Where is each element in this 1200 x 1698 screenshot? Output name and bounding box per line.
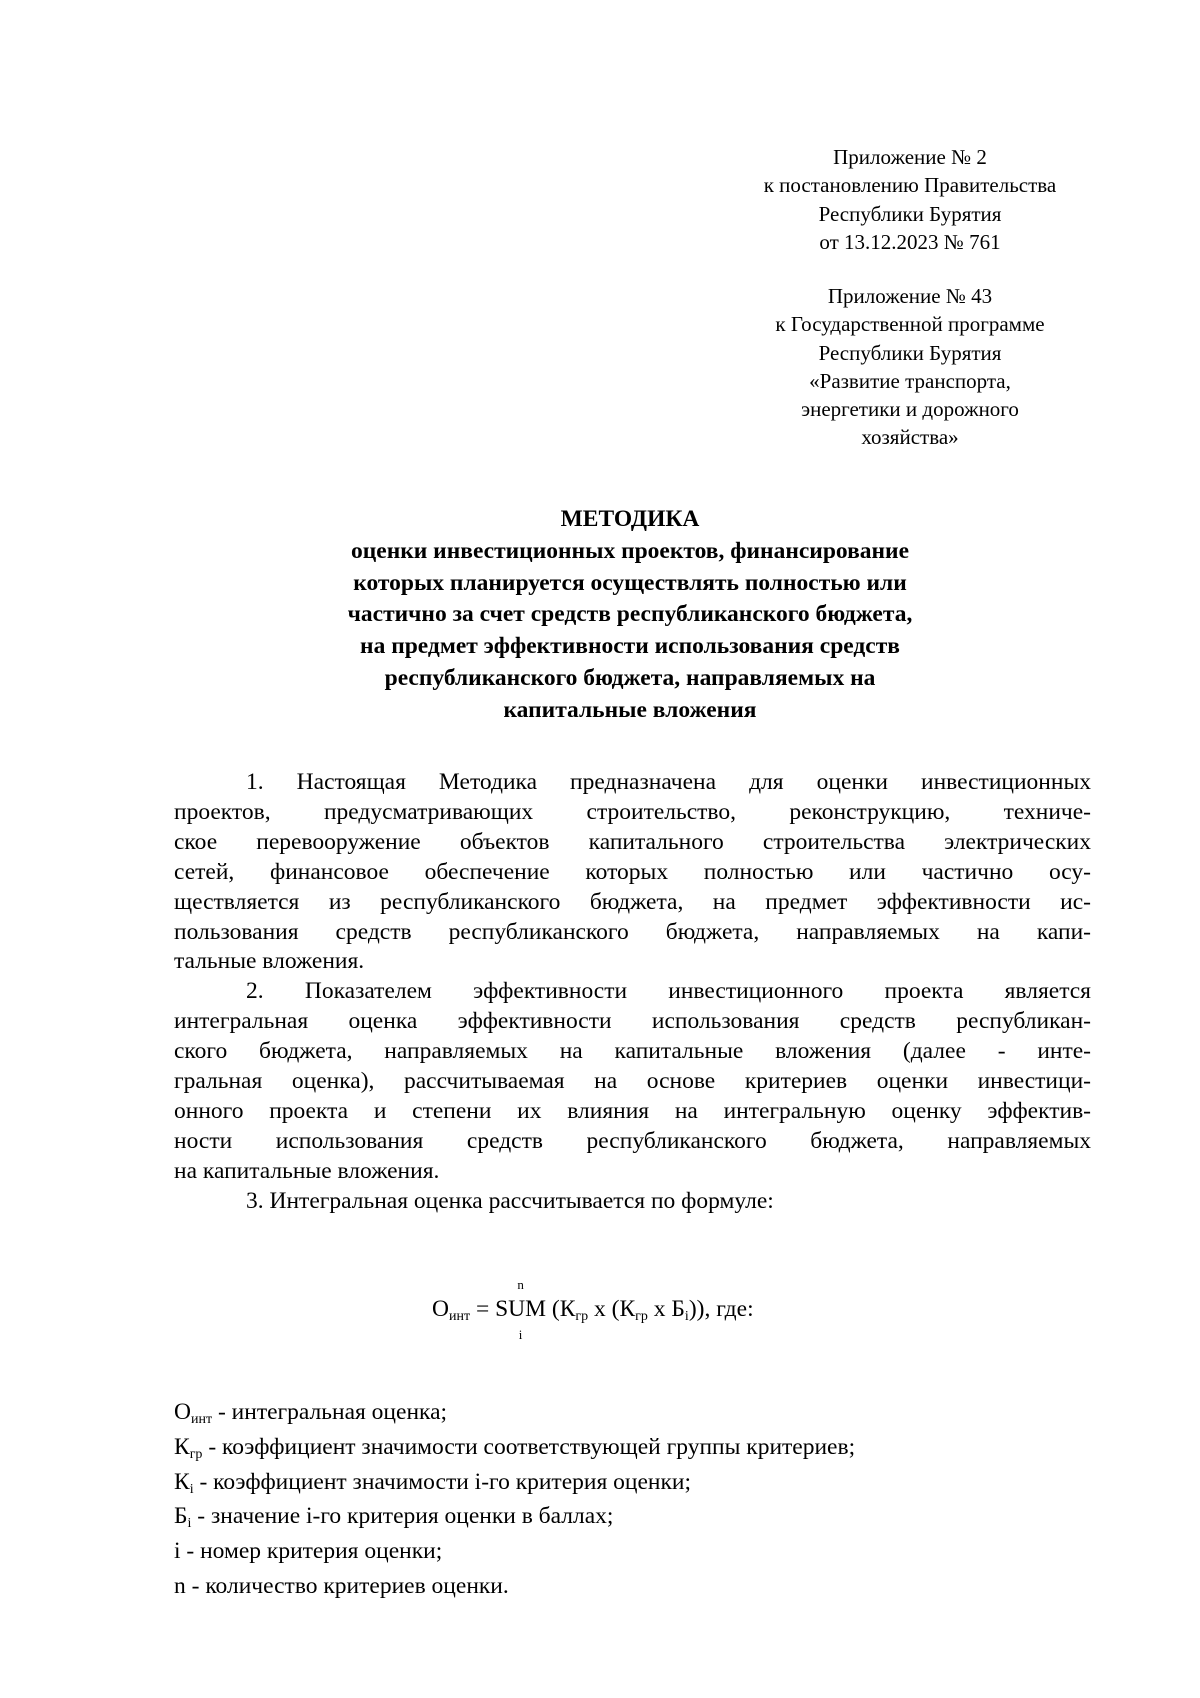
sum-operator bbox=[495, 1277, 547, 1342]
definition-subscript: гр bbox=[189, 1446, 203, 1462]
paragraph-line: на капитальные вложения. bbox=[174, 1157, 440, 1184]
paragraph-line: ское перевооружение объектов капитального строительства электрических bbox=[174, 828, 1091, 855]
appendix-1-line: Республики Бурятия bbox=[818, 201, 1002, 226]
definitions-list bbox=[174, 1395, 855, 1604]
paragraph-line: ности использования средств республиканского бюджета, направляемых bbox=[174, 1127, 1091, 1154]
appendix-2-line: Республики Бурятия bbox=[818, 340, 1002, 365]
definition-text: - номер критерия оценки; bbox=[180, 1538, 443, 1565]
appendix-2-line: Приложение № 43 bbox=[827, 284, 993, 308]
formula-subscript: гр bbox=[635, 1309, 648, 1324]
formula-subscript: инт bbox=[448, 1309, 471, 1324]
title-line: республиканского бюджета, направляемых на bbox=[384, 664, 876, 691]
title-line: капитальные вложения bbox=[503, 696, 757, 723]
paragraph-line: онного проекта и степени их влияния на интегральную оценку эффектив- bbox=[174, 1097, 1091, 1124]
definition-text: - значение i-го критерия оценки в баллах; bbox=[191, 1503, 614, 1530]
definition-subscript: i bbox=[187, 1516, 192, 1532]
title-line: частично за счет средств республиканского бюджета, bbox=[347, 601, 913, 628]
title-line: оценки инвестиционных проектов, финансирование bbox=[350, 537, 910, 564]
paragraph-line: сетей, финансовое обеспечение которых полностью или частично осу- bbox=[174, 858, 1091, 885]
definition-symbol: i bbox=[174, 1538, 181, 1565]
appendix-reference-1 bbox=[730, 143, 1090, 256]
definition-item bbox=[174, 1534, 855, 1569]
formula-text: )), где: bbox=[688, 1296, 754, 1322]
paragraph-line: ществляется из республиканского бюджета, на предмет эффективности ис- bbox=[174, 888, 1091, 915]
definition-text: - количество критериев оценки. bbox=[185, 1572, 509, 1599]
definition-text: - интегральная оценка; bbox=[212, 1399, 448, 1425]
definition-symbol: О bbox=[174, 1399, 191, 1425]
definition-subscript: инт bbox=[190, 1412, 213, 1427]
appendix-2-line: «Развитие транспорта, bbox=[809, 368, 1011, 393]
paragraph-2 bbox=[174, 977, 1091, 1186]
paragraph-line: пользования средств республиканского бюджета, направляемых на капи- bbox=[174, 918, 1091, 945]
definition-item bbox=[174, 1395, 855, 1430]
definition-text: - коэффициент значимости соответствующей группы критериев; bbox=[202, 1433, 856, 1460]
appendix-1-line: Приложение № 2 bbox=[833, 145, 987, 169]
formula-subscript: i bbox=[684, 1309, 689, 1324]
formula-text: = bbox=[470, 1296, 496, 1322]
document-title bbox=[170, 504, 1090, 727]
sum-lower-limit: i bbox=[518, 1327, 523, 1342]
title-line: на предмет эффективности использования средств bbox=[360, 633, 900, 660]
definition-symbol: К bbox=[174, 1433, 190, 1460]
formula-subscript: гр bbox=[575, 1309, 589, 1324]
appendix-1-line: от 13.12.2023 № 761 bbox=[819, 229, 1001, 254]
definition-item bbox=[174, 1465, 855, 1500]
sum-symbol: SUM bbox=[495, 1296, 547, 1322]
body-text bbox=[174, 768, 1091, 1217]
definition-item bbox=[174, 1499, 855, 1534]
appendix-2-line: энергетики и дорожного bbox=[801, 397, 1019, 422]
sum-upper-limit: n bbox=[517, 1277, 524, 1292]
definition-symbol: n bbox=[174, 1572, 186, 1599]
paragraph-3 bbox=[174, 1187, 1091, 1217]
integral-formula bbox=[432, 1277, 754, 1342]
paragraph-line: 1. Настоящая Методика предназначена для оценки инвестиционных bbox=[246, 769, 1091, 795]
paragraph-1 bbox=[174, 768, 1091, 977]
title-line: которых планируется осуществлять полностью или bbox=[353, 569, 907, 596]
title-line: МЕТОДИКА bbox=[560, 506, 700, 532]
definition-text: - коэффициент значимости i-го критерия оценки; bbox=[193, 1468, 692, 1495]
paragraph-line: тальные вложения. bbox=[174, 948, 365, 975]
appendix-2-line: к Государственной программе bbox=[775, 312, 1045, 337]
paragraph-line: 3. Интегральная оценка рассчитывается по формуле: bbox=[246, 1187, 774, 1214]
paragraph-line: ского бюджета, направляемых на капитальные вложения (далее - инте- bbox=[174, 1038, 1091, 1065]
paragraph-line: интегральная оценка эффективности использования средств республикан- bbox=[174, 1008, 1091, 1035]
formula-text: х (К bbox=[588, 1296, 636, 1322]
appendix-reference-2 bbox=[730, 282, 1090, 452]
appendix-1-line: к постановлению Правительства bbox=[763, 173, 1057, 198]
definition-subscript: i bbox=[189, 1481, 194, 1497]
definition-symbol: К bbox=[174, 1468, 190, 1495]
formula-text: (К bbox=[546, 1296, 576, 1322]
formula-symbol: О bbox=[432, 1296, 449, 1322]
definition-symbol: Б bbox=[174, 1503, 188, 1530]
paragraph-line: 2. Показателем эффективности инвестиционного проекта является bbox=[246, 978, 1091, 1005]
definition-item bbox=[174, 1569, 855, 1604]
definition-item bbox=[174, 1430, 855, 1465]
formula-text: х Б bbox=[647, 1296, 685, 1322]
appendix-2-line: хозяйства» bbox=[861, 425, 959, 450]
paragraph-line: проектов, предусматривающих строительство, реконструкцию, техниче- bbox=[174, 798, 1091, 825]
paragraph-line: гральная оценка), рассчитываемая на основе критериев оценки инвестици- bbox=[174, 1068, 1091, 1095]
